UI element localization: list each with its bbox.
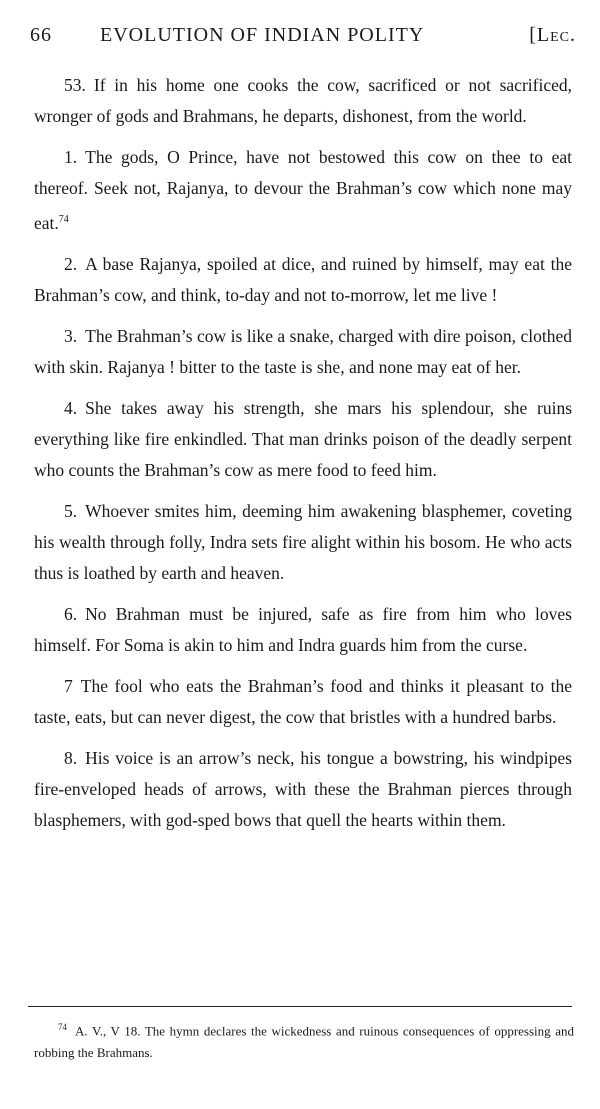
verse-text: The fool who eats the Brahman’s food and thinks it pleasant to the taste, eats, but can never digest, the cow that bristles with a hundred barbs. — [34, 675, 572, 727]
footnote-text: A. V., V 18. The hymn declares the wickedness and ruinous consequences of oppressing and robbing the Brahmans. — [34, 1023, 574, 1061]
footnote-marker: 74 — [58, 1022, 67, 1032]
footnote-divider — [28, 1006, 572, 1007]
verse — [34, 496, 572, 589]
verse-number: 7 — [64, 675, 73, 696]
verse — [34, 70, 572, 132]
page-header — [30, 24, 576, 52]
verse-text: The Brahman’s cow is like a snake, charged with dire poison, clothed with skin. Rajanya ! bitter to the taste is she, and none may eat of her. — [34, 325, 572, 377]
verse-number: 1. — [64, 147, 78, 167]
verse-number: 2. — [64, 253, 78, 274]
page-body — [34, 70, 572, 846]
verse-number: 53. — [64, 75, 86, 95]
footnote-reference[interactable]: 74 — [58, 214, 69, 225]
verse-text: If in his home one cooks the cow, sacrificed or not sacrificed, wronger of gods and Brahmans, he departs, dishonest, from the world. — [34, 75, 572, 126]
verse-number: 8. — [64, 747, 78, 768]
verse-text: His voice is an arrow’s neck, his tongue a bowstring, his windpipes fire-enveloped heads of arrows, with these the Brahman pierces through blasphemers, with god-sped bows that quell the hearts within them. — [34, 747, 572, 830]
verse — [34, 321, 572, 383]
verse-number: 4. — [64, 397, 78, 418]
verse-number: 6. — [64, 603, 78, 624]
verse-text: Whoever smites him, deeming him awakening blasphemer, coveting his wealth through folly, Indra sets fire alight within his bosom. He who acts thus is loathed by earth and heaven. — [34, 500, 572, 583]
verse — [34, 249, 572, 311]
verse-text: She takes away his strength, she mars his splendour, she ruins everything like fire enkindled. That man drinks poison of the deadly serpent who counts the Brahman’s cow as mere food to feed him. — [34, 397, 572, 480]
verse — [34, 599, 572, 661]
page-number: 66 — [30, 24, 52, 46]
footnote — [34, 1016, 574, 1064]
verse — [34, 671, 572, 733]
verse-text: The gods, O Prince, have not bestowed this cow on thee to eat thereof. Seek not, Rajanya, to devour the Brahman’s cow which none may eat. — [34, 147, 572, 233]
running-title: EVOLUTION OF INDIAN POLITY — [100, 24, 425, 46]
verse — [34, 142, 572, 239]
verse-text: No Brahman must be injured, safe as fire from him who loves himself. For Soma is akin to him and Indra guards him from the curse. — [34, 603, 572, 655]
verse — [34, 743, 572, 836]
section-marker: [Lec. — [529, 24, 576, 46]
verse-text: A base Rajanya, spoiled at dice, and ruined by himself, may eat the Brahman’s cow, and think, to-day and not to-morrow, let me live ! — [34, 253, 572, 305]
verse-number: 3. — [64, 325, 78, 346]
verse — [34, 393, 572, 486]
verse-number: 5. — [64, 500, 78, 521]
